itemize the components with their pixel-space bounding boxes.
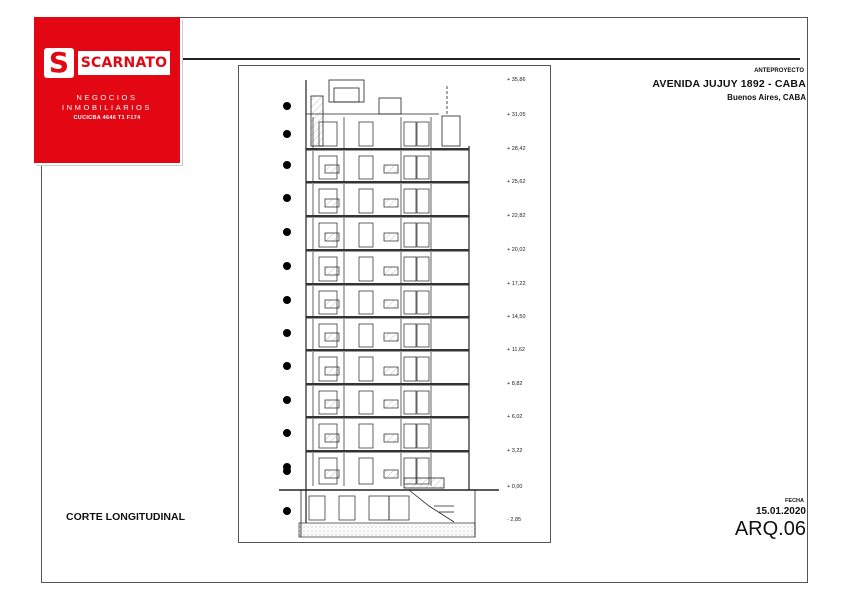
floor-marker <box>283 102 291 110</box>
door-opening <box>359 458 373 484</box>
project-stage: ANTEPROYECTO <box>754 68 804 74</box>
level-label: + 11,62 <box>507 347 526 353</box>
building-section-drawing <box>239 66 552 544</box>
header-rule <box>183 58 800 60</box>
basement-opening <box>309 496 325 520</box>
basement-opening <box>389 496 409 520</box>
level-label: - 2,85 <box>507 517 522 523</box>
project-city: Buenos Aires, CABA <box>727 93 806 102</box>
door-opening <box>404 257 416 281</box>
floor-slab <box>306 249 469 252</box>
door-opening <box>417 189 429 213</box>
drawing-title: CORTE LONGITUDINAL <box>66 511 185 523</box>
scarnato-logo <box>34 17 180 163</box>
door-opening <box>359 223 373 247</box>
floor-marker <box>283 329 291 337</box>
level-label: + 22,82 <box>507 213 526 219</box>
floor-slab <box>306 283 469 286</box>
floor-slab <box>306 181 469 184</box>
level-label: + 28,42 <box>507 146 526 152</box>
railing <box>384 434 398 442</box>
logo-line-inmobiliarios: INMOBILIARIOS <box>61 103 153 112</box>
section-drawing-frame <box>238 65 551 543</box>
door-opening <box>359 357 373 381</box>
floor-marker <box>283 262 291 270</box>
floor-slab <box>306 383 469 386</box>
floor-marker <box>283 362 291 370</box>
floor-marker <box>283 296 291 304</box>
floor-slab <box>306 450 469 453</box>
door-opening <box>359 257 373 281</box>
door-opening <box>417 424 429 448</box>
railing <box>325 199 339 207</box>
railing <box>325 400 339 408</box>
floor-marker <box>283 130 291 138</box>
door-opening <box>404 391 416 414</box>
level-label: + 35,86 <box>507 77 526 83</box>
floor-slab <box>306 316 469 319</box>
project-address: AVENIDA JUJUY 1892 - CABA <box>652 78 806 90</box>
railing <box>325 300 339 308</box>
door-opening <box>417 357 429 381</box>
floor-marker <box>283 194 291 202</box>
railing <box>325 333 339 341</box>
door-opening <box>417 391 429 414</box>
floor-marker <box>283 467 291 475</box>
floor-slab <box>306 148 469 151</box>
level-label: + 8,82 <box>507 381 523 387</box>
floor-marker <box>283 507 291 515</box>
level-label: + 17,22 <box>507 281 526 287</box>
logo-brand-name: SCARNATO <box>78 51 170 75</box>
door-opening <box>417 291 429 314</box>
floor-slab <box>306 416 469 419</box>
railing <box>384 470 398 478</box>
door-opening <box>359 291 373 314</box>
door-opening <box>417 223 429 247</box>
railing <box>384 367 398 375</box>
door-opening <box>404 291 416 314</box>
door-opening <box>359 122 373 146</box>
level-label: + 20,02 <box>507 247 526 253</box>
door-opening <box>359 156 373 179</box>
railing <box>325 165 339 173</box>
level-label: + 25,62 <box>507 179 526 185</box>
railing <box>384 300 398 308</box>
logo-s-mark: S <box>44 48 74 78</box>
door-opening <box>404 156 416 179</box>
railing <box>325 434 339 442</box>
railing <box>325 367 339 375</box>
logo-license: CUCICBA 4646 T1 F174 <box>73 115 141 121</box>
floor-marker <box>283 228 291 236</box>
railing <box>325 267 339 275</box>
railing <box>384 333 398 341</box>
floor-marker <box>283 396 291 404</box>
door-opening <box>359 324 373 347</box>
door-opening <box>404 223 416 247</box>
level-label: + 6,02 <box>507 414 523 420</box>
railing <box>384 199 398 207</box>
railing <box>384 233 398 241</box>
door-opening <box>404 324 416 347</box>
drawing-date: 15.01.2020 <box>755 506 806 517</box>
railing <box>384 267 398 275</box>
level-label: + 0,00 <box>507 484 523 490</box>
sheet-number: ARQ.06 <box>734 518 806 540</box>
railing <box>325 233 339 241</box>
basement-opening <box>369 496 389 520</box>
date-label: FECHA <box>785 498 804 504</box>
level-label: + 3,22 <box>507 448 523 454</box>
door-opening <box>417 324 429 347</box>
railing <box>325 470 339 478</box>
door-opening <box>359 424 373 448</box>
railing <box>384 400 398 408</box>
level-label: + 31,05 <box>507 112 526 118</box>
floor-marker <box>283 429 291 437</box>
door-opening <box>404 189 416 213</box>
door-opening <box>359 391 373 414</box>
door-opening <box>404 122 416 146</box>
logo-line-negocios: NEGOCIOS <box>76 93 138 102</box>
door-opening <box>417 156 429 179</box>
level-label: + 14,50 <box>507 314 526 320</box>
door-opening <box>359 189 373 213</box>
door-opening <box>417 257 429 281</box>
floor-marker <box>283 161 291 169</box>
door-opening <box>404 424 416 448</box>
railing <box>384 165 398 173</box>
door-opening <box>417 122 429 146</box>
basement-opening <box>339 496 355 520</box>
door-opening <box>404 357 416 381</box>
floor-slab <box>306 349 469 352</box>
floor-slab <box>306 215 469 218</box>
